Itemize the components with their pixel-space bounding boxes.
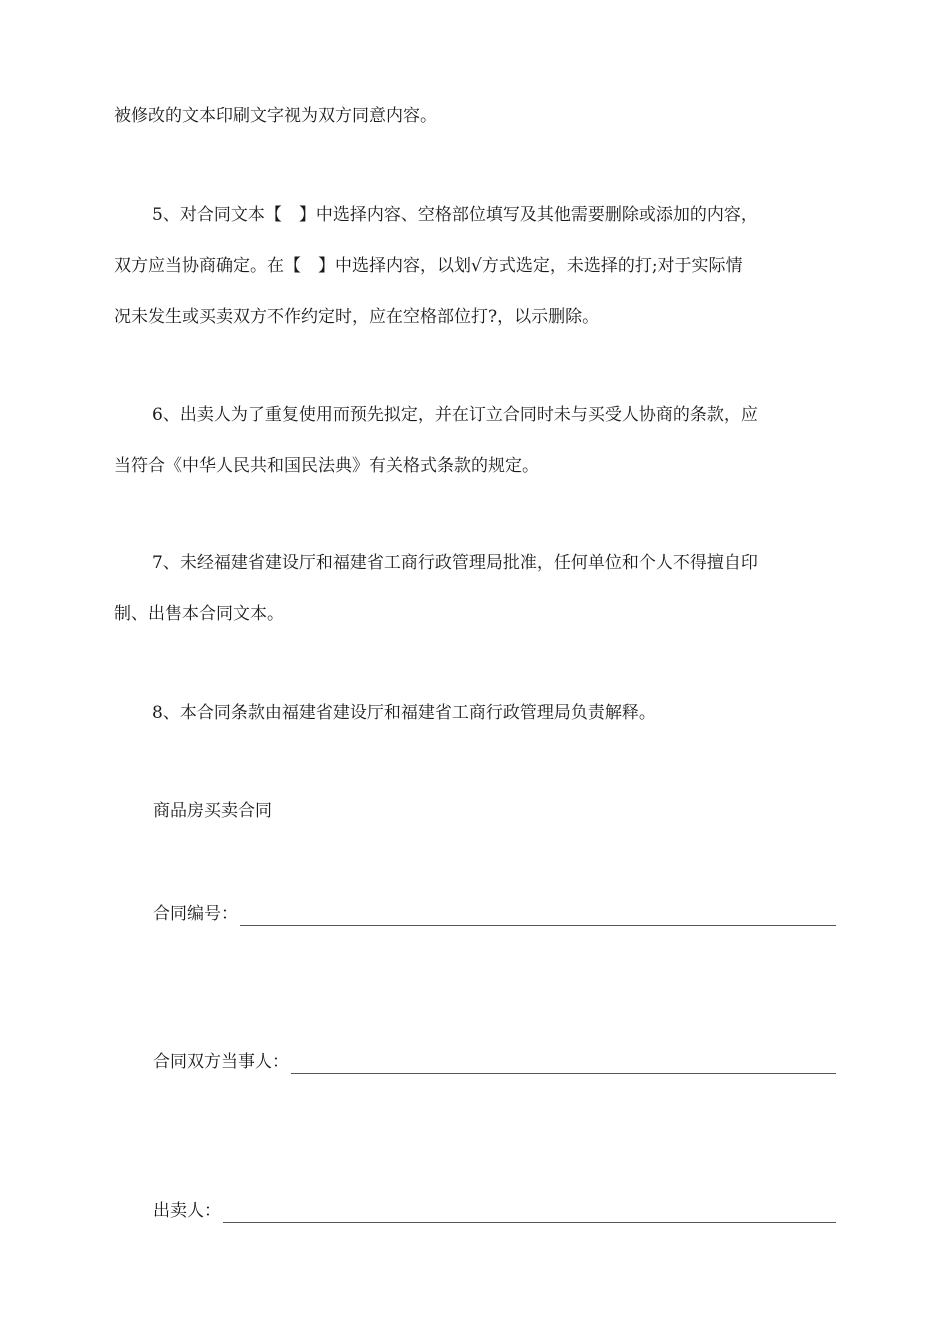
paragraph-line: 6、出卖人为了重复使用而预先拟定，并在订立合同时未与买受人协商的条款，应 [152, 405, 758, 425]
contract-title: 商品房买卖合同 [153, 801, 272, 821]
contract-number-blank[interactable] [240, 903, 836, 926]
paragraph-line: 7、未经福建省建设厅和福建省工商行政管理局批准，任何单位和个人不得擅自印 [152, 553, 758, 573]
paragraph-intro [114, 91, 836, 142]
paragraph-line: 况未发生或买卖双方不作约定时，应在空格部位打?，以示删除。 [114, 307, 600, 327]
parties-label: 合同双方当事人： [153, 1052, 289, 1072]
paragraph-line: 5、对合同文本【 】中选择内容、空格部位填写及其他需要删除或添加的内容， [152, 205, 758, 225]
paragraph-line: 制、出售本合同文本。 [114, 604, 284, 624]
seller-field [153, 1193, 836, 1223]
paragraph-6 [114, 390, 836, 492]
contract-number-field [153, 896, 836, 926]
seller-blank[interactable] [223, 1200, 836, 1223]
contract-number-label: 合同编号： [153, 904, 238, 924]
paragraph-8 [114, 688, 836, 739]
paragraph-line: 被修改的文本印刷文字视为双方同意内容。 [114, 106, 437, 126]
paragraph-7 [114, 538, 836, 640]
parties-blank[interactable] [291, 1051, 836, 1074]
seller-label: 出卖人： [153, 1201, 221, 1221]
paragraph-line: 双方应当协商确定。在【 】中选择内容，以划√方式选定，未选择的打;对于实际情 [114, 256, 743, 276]
paragraph-line: 8、本合同条款由福建省建设厅和福建省工商行政管理局负责解释。 [152, 703, 656, 723]
paragraph-5 [114, 190, 836, 343]
paragraph-line: 当符合《中华人民共和国民法典》有关格式条款的规定。 [114, 456, 539, 476]
parties-field [153, 1044, 836, 1074]
